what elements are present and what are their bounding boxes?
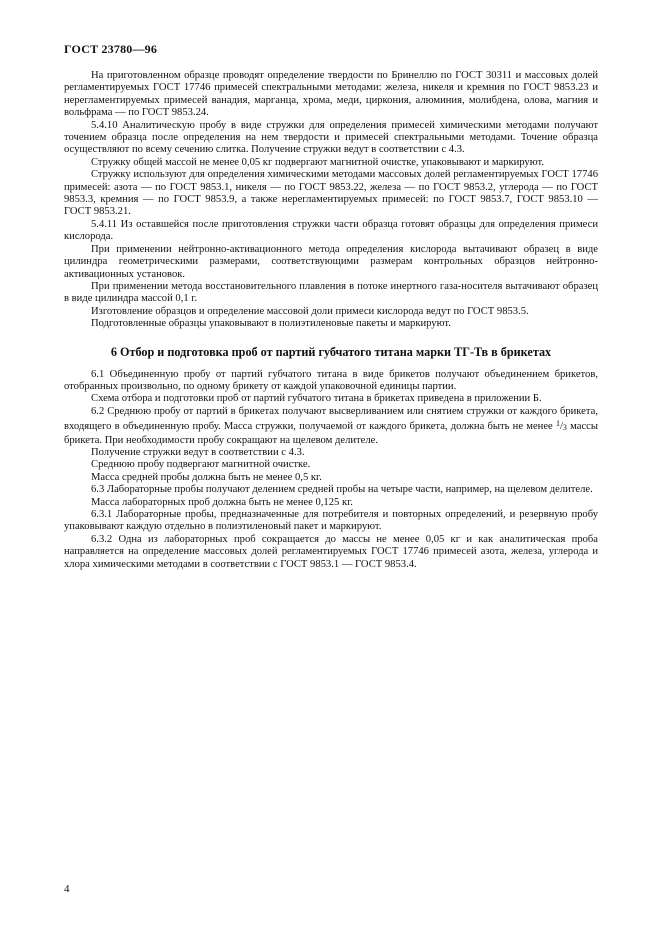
page-number: 4	[64, 883, 70, 895]
fraction-numerator: 1	[555, 419, 560, 429]
paragraph: При применении нейтронно-активационного метода определения кислорода вытачивают образец в виде цилиндра геометрическими размерами, соответствующими размерам контрольных образцов нейтронно-активационных установок.	[64, 243, 598, 280]
document-header: ГОСТ 23780—96	[64, 42, 158, 56]
section-heading: 6 Отбор и подготовка проб от партий губчатого титана марки ТГ-Тв в брикетах	[110, 344, 552, 359]
paragraph: Стружку используют для определения химическими методами массовых долей регламентируемых ГОСТ 17746 примесей: азота — по ГОСТ 9853.1, никеля — по ГОСТ 9853.22, железа — по ГОСТ 9853.2, углерода — по ГОСТ 9853.3, кремния — по ГОСТ 9853.9, а также нерегламентируемых примесей: по ГОСТ 9853.7, ГОСТ 9853.10 — ГОСТ 9853.21.	[64, 169, 598, 218]
paragraph: Подготовленные образцы упаковывают в полиэтиленовые пакеты и маркируют.	[91, 318, 451, 330]
paragraph: 6.3.1 Лабораторные пробы, предназначенные для потребителя и повторных определений, и резервную пробу упаковывают каждую отдельно в полиэтиленовый пакет и маркируют.	[64, 509, 598, 533]
paragraph-with-fraction: 6.2 Среднюю пробу от партий в брикетах получают высверливанием или снятием стружки от каждого брикета, входящего в объединенную пробу. Масса стружки, получаемой от каждого брикета, должна быть не менее $^1$/3 массы брикета. При необходимости пробу сокращают на щелевом делителе.	[64, 405, 598, 446]
paragraph: 5.4.11 Из оставшейся после приготовления стружки части образца готовят образцы для определения примеси кислорода.	[64, 218, 598, 243]
paragraph: При применении метода восстановительного плавления в потоке инертного газа-носителя вытачивают образец в виде цилиндра массой 0,1 г.	[64, 280, 598, 305]
paragraph: На приготовленном образце проводят определение твердости по Бринеллю по ГОСТ 30311 и массовых долей регламентируемых ГОСТ 17746 примесей спектральными методами: железа, никеля и кремния по ГОСТ 9853.23 и нерегламентируемых примесей ванадия, марганца, хрома, меди, циркония, алюминия, молибдена, олова, магния и вольфрама — по ГОСТ 9853.24.	[64, 70, 598, 119]
paragraph: Изготовление образцов и определение массовой доли примеси кислорода ведут по ГОСТ 9853.5.	[91, 305, 529, 317]
paragraph: 5.4.10 Аналитическую пробу в виде стружки для определения примесей химическими методами получают точением образца после определения на нем твердости и примесей спектральными методами. Точение образца осуществляют по всему сечению слитка. Получение стружки ведут в соответствии с 4.3.	[64, 119, 598, 156]
page-body	[64, 70, 598, 571]
paragraph: 6.1 Объединенную пробу от партий губчатого титана в виде брикетов получают объединением брикетов, отобранных произвольно, по одному брикету от каждой упаковочной единицы партии.	[64, 368, 598, 392]
paragraph: Схема отбора и подготовки проб от партий губчатого титана в брикетах приведена в приложении Б.	[91, 393, 542, 405]
paragraph: Масса лабораторных проб должна быть не менее 0,125 кг.	[91, 496, 353, 508]
paragraph: Получение стружки ведут в соответствии с 4.3.	[91, 446, 305, 458]
paragraph-text: массы брикета. При необходимости пробу сокращают на щелевом делителе.	[64, 421, 598, 446]
paragraph-text: 6.2 Среднюю пробу от партий в брикетах получают высверливанием или снятием стружки от каждого брикета, входящего в объединенную пробу. Масса стружки, получаемой от каждого брикета, должна быть не менее	[64, 405, 598, 433]
paragraph: Среднюю пробу подвергают магнитной очистке.	[91, 459, 311, 471]
paragraph: Стружку общей массой не менее 0,05 кг подвергают магнитной очистке, упаковывают и маркируют.	[91, 156, 544, 168]
paragraph: 6.3.2 Одна из лабораторных проб сокращается до массы не менее 0,05 кг и как аналитическая проба направляется на определение массовых долей регламентируемых ГОСТ 17746 примесей азота, железа, углерода и хлора химическими методами в соответствии с ГОСТ 9853.1 — ГОСТ 9853.4.	[64, 533, 598, 570]
fraction-denominator: 3	[562, 423, 567, 433]
paragraph: Масса средней пробы должна быть не менее 0,5 кг.	[91, 471, 322, 483]
paragraph: 6.3 Лабораторные пробы получают делением средней пробы на четыре части, например, на щелевом делителе.	[91, 484, 593, 496]
